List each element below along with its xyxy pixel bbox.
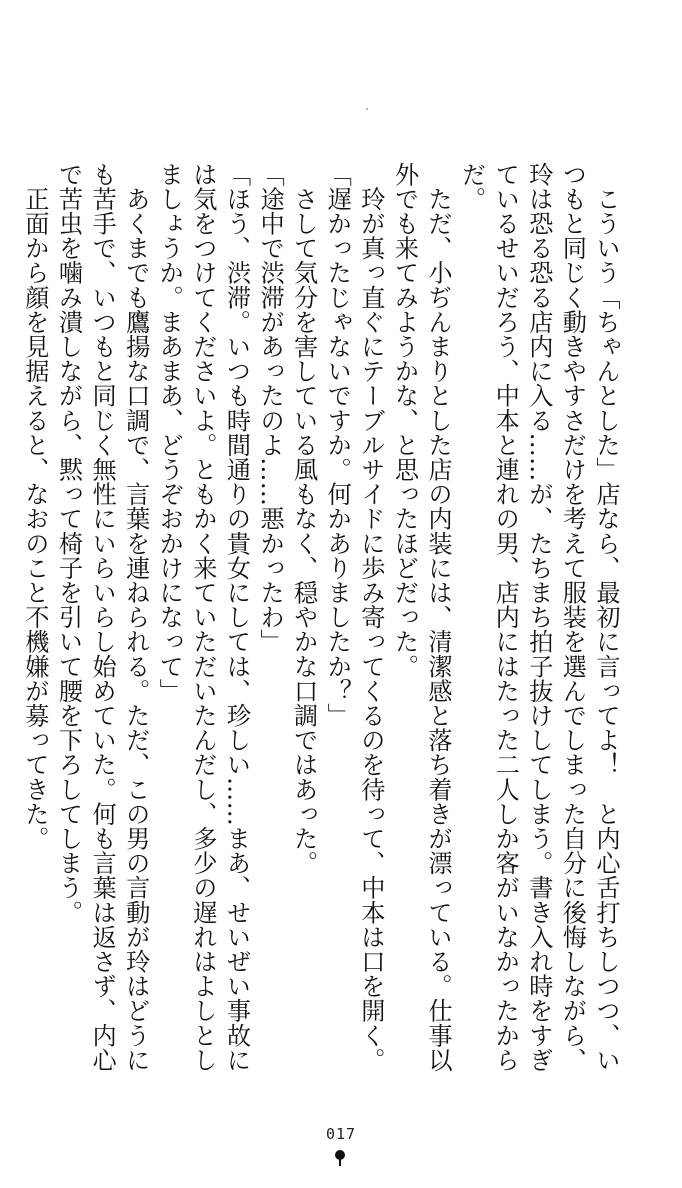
- paragraph-1: こういう「ちゃんとした」店なら、最初に言ってよ！ と内心舌打ちしつつ、いつもと同じく動きやすさだけを考えて服装を選んでしまった自分に後悔しながら、玲は恐る恐る店内に入る……が、たちまち拍子抜けしてしまう。書き入れ時をすぎているせいだろう、中本と連れの男、店内にはたった二人しか客がいなかったからだ。: [457, 162, 620, 1073]
- paragraph-4-dialogue: 「遅かったじゃないですか。何かありましたか？」: [323, 162, 352, 728]
- paragraph-9: 正面から顔を見据えると、なおのこと不機嫌が募ってきた。: [20, 162, 49, 851]
- paragraph-6-dialogue: 「途中で渋滞があったのよ……悪かったわ」: [256, 162, 285, 654]
- paragraph-3: 玲が真っ直ぐにテーブルサイドに歩み寄ってくるのを待って、中本は口を開く。: [356, 162, 385, 1073]
- paragraph-7-dialogue: 「ほう、渋滞。いつも時間通りの貴女にしては、珍しい……まあ、せいぜい事故には気をつけてくださいよ。ともかく来ていただいたんだし、多少の遅れはよしとしましょうか。まあまあ、どうぞおかけになって」: [155, 162, 251, 1073]
- paragraph-2: ただ、小ぢんまりとした店の内装には、清潔感と落ち着きが漂っている。仕事以外でも来てみようかな、と思ったほどだった。: [390, 162, 453, 1073]
- paragraph-8: あくまでも鷹揚な口調で、言葉を連ねられる。ただ、この男の言動が玲はどうにも苦手で、いつもと同じく無性にいらいらし始めていた。何も言葉は返さず、内心で苦虫を噛み潰しながら、黙って椅子を引いて腰を下ろしてしまう。: [54, 162, 150, 1073]
- paragraph-5: さして気分を害している風もなく、穏やかな口調ではあった。: [289, 162, 318, 876]
- page-number: 017: [325, 1125, 357, 1143]
- vertical-text-body: [20, 162, 622, 1092]
- page-marker-icon: [335, 1150, 345, 1160]
- ink-speck: [366, 108, 368, 110]
